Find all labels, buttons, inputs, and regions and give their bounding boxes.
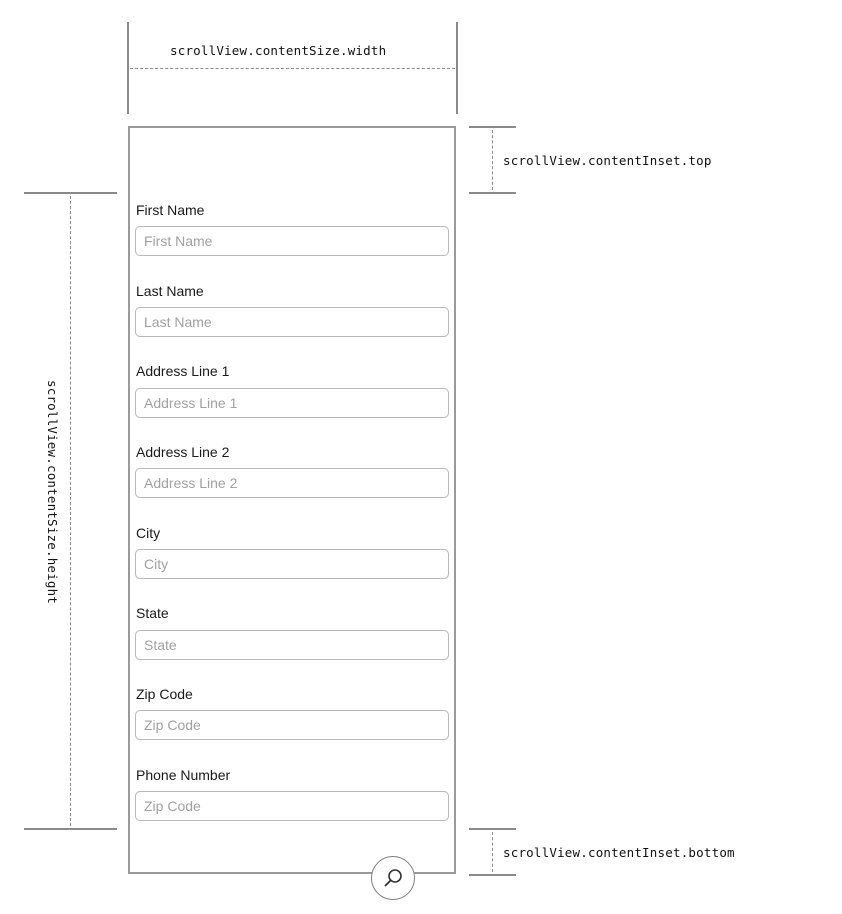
first-name-label: First Name <box>136 202 205 218</box>
inset-top-tick-lower <box>469 192 516 194</box>
content-width-label: scrollView.contentSize.width <box>170 43 387 58</box>
address-line-2-label: Address Line 2 <box>136 444 230 460</box>
height-guide-top <box>24 192 117 194</box>
content-height-label: scrollView.contentSize.height <box>45 380 60 605</box>
state-field[interactable] <box>135 630 449 660</box>
city-field[interactable] <box>135 549 449 579</box>
first-name-field[interactable] <box>135 226 449 256</box>
inset-top-tick-upper <box>469 126 516 128</box>
address-line-1-label: Address Line 1 <box>136 363 230 379</box>
inset-top-dimension-line <box>492 130 493 190</box>
height-guide-bottom <box>24 828 117 830</box>
width-guide-right <box>456 22 458 114</box>
zip-code-label: Zip Code <box>136 686 193 702</box>
phone-number-field[interactable] <box>135 791 449 821</box>
address-line-1-field[interactable] <box>135 388 449 418</box>
state-label: State <box>136 605 169 621</box>
width-guide-left <box>127 22 129 114</box>
inset-bottom-label: scrollView.contentInset.bottom <box>503 845 735 860</box>
city-label: City <box>136 525 161 541</box>
last-name-field[interactable] <box>135 307 449 337</box>
magnifier-button[interactable] <box>371 856 415 900</box>
zip-code-field[interactable] <box>135 710 449 740</box>
inset-bottom-tick-lower <box>469 874 516 876</box>
inset-bottom-dimension-line <box>492 832 493 872</box>
width-dimension-line <box>130 68 455 69</box>
inset-top-label: scrollView.contentInset.top <box>503 153 712 168</box>
phone-number-label: Phone Number <box>136 767 231 783</box>
last-name-label: Last Name <box>136 283 204 299</box>
height-dimension-line <box>70 196 71 826</box>
inset-bottom-tick-upper <box>469 828 516 830</box>
address-line-2-field[interactable] <box>135 468 449 498</box>
magnifier-icon <box>381 866 405 890</box>
